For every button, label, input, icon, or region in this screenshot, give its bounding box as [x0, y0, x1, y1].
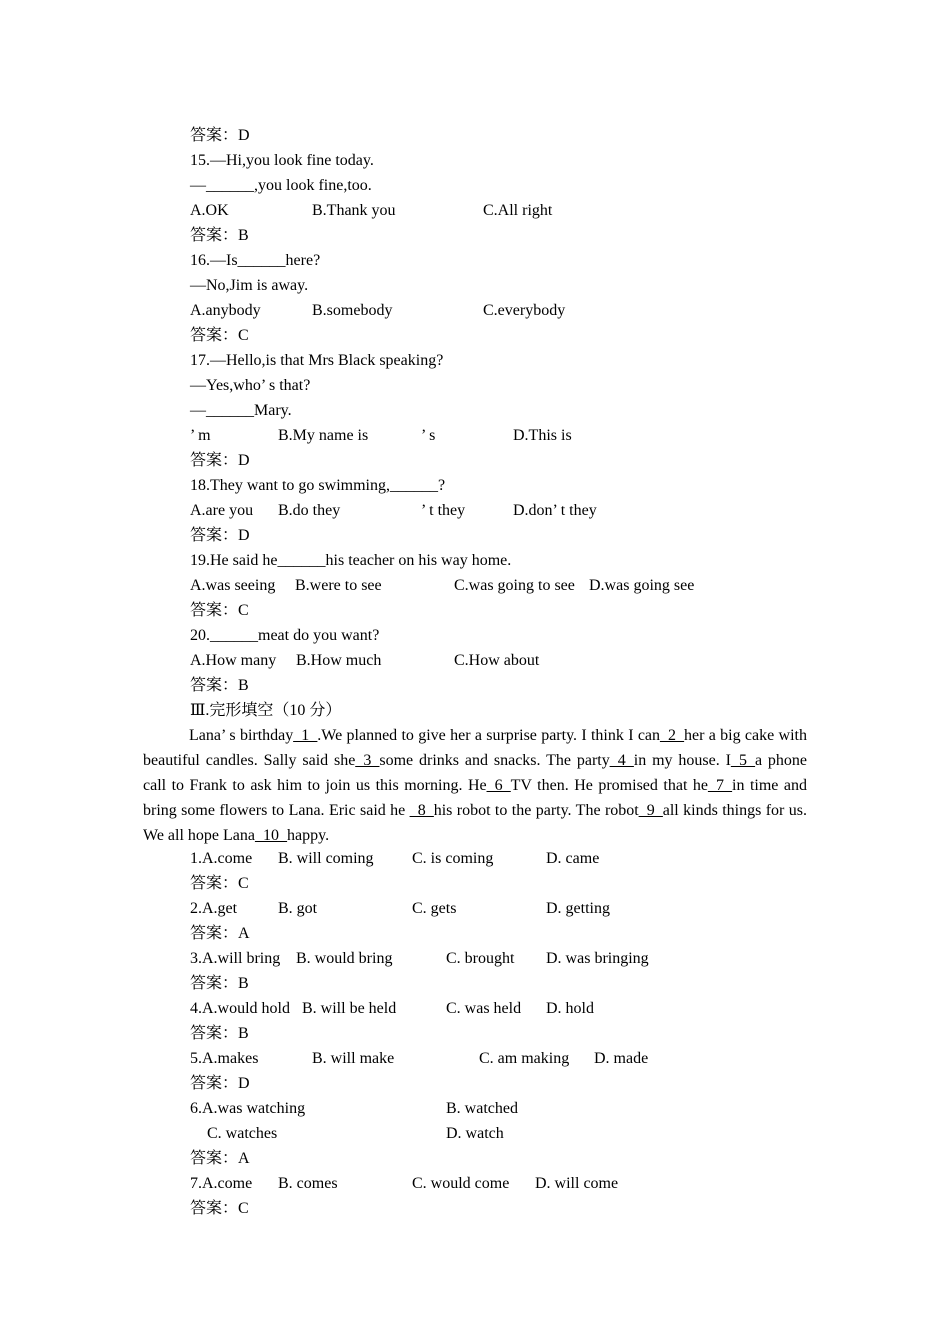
option-b: B. will make — [312, 1050, 395, 1067]
option-b: B. will coming — [278, 850, 374, 867]
option-b: B. will be held — [302, 1000, 397, 1017]
blank-5: _5_ — [730, 752, 755, 769]
option-a: 5.A.makes — [190, 1050, 259, 1067]
option-c: C.everybody — [483, 302, 566, 319]
question-text: 20.______meat do you want? — [190, 627, 380, 644]
option-a: A.was seeing — [190, 577, 276, 594]
answer-text: 答案：B — [190, 1025, 249, 1042]
option-d: D. hold — [546, 1000, 594, 1017]
blank-6: _6_ — [486, 777, 511, 794]
blank-4: _4_ — [609, 752, 634, 769]
option-b: B.do they — [278, 502, 341, 519]
blank-3: _3_ — [355, 752, 380, 769]
option-b: B. got — [278, 900, 318, 917]
option-c: C.How about — [454, 652, 540, 669]
question-text: 15.—Hi,you look fine today. — [190, 152, 374, 169]
option-a: 3.A.will bring — [190, 950, 281, 967]
answer-text: 答案：C — [190, 875, 249, 892]
dialogue-text: —Yes,who’ s that? — [190, 377, 311, 394]
option-c: C.was going to see — [454, 577, 575, 594]
option-a: A.OK — [190, 202, 229, 219]
dialogue-text: —______Mary. — [190, 402, 292, 419]
option-c: C.All right — [483, 202, 553, 219]
option-a: A.are you — [190, 502, 254, 519]
option-b: B.How much — [296, 652, 382, 669]
option-a: 6.A.was watching — [190, 1100, 306, 1117]
question-text: 17.—Hello,is that Mrs Black speaking? — [190, 352, 444, 369]
option-b: B.somebody — [312, 302, 393, 319]
dialogue-text: —______,you look fine,too. — [190, 177, 372, 194]
option-a: 1.A.come — [190, 850, 253, 867]
blank-7: _7_ — [708, 777, 733, 794]
option-c: C. watches — [207, 1125, 278, 1142]
option-c: C. would come — [412, 1175, 510, 1192]
question-text: 16.—Is______here? — [190, 252, 321, 269]
answer-text: 答案：A — [190, 1150, 250, 1167]
blank-8: _8_ — [409, 802, 434, 819]
option-b: B. would bring — [296, 950, 393, 967]
option-a: 4.A.would hold — [190, 1000, 290, 1017]
answer-text: 答案：C — [190, 327, 249, 344]
option-d: D. made — [594, 1050, 649, 1067]
option-c: ’ t they — [421, 502, 466, 519]
option-d: D.don’ t they — [513, 502, 597, 519]
option-b: B.were to see — [295, 577, 382, 594]
option-b: B. watched — [446, 1100, 518, 1117]
option-d: D. watch — [446, 1125, 504, 1142]
option-c: C. am making — [479, 1050, 570, 1067]
question-text: 18.They want to go swimming,______? — [190, 477, 446, 494]
option-d: D. came — [546, 850, 600, 867]
cloze-passage: Lana’ s birthday_1_.We planned to give her a surprise party. I think I can_2_her a big cake with beautiful candles. Sally said she_3_some drinks and snacks. The party_4_in my house. I_5_a phone call to Frank to ask him to join us this morning. He_6_TV then. He promised that he_7_in time and bring some flowers to Lana. Eric said he _8_his robot to the party. The robot_9_all kinds things for us. We all hope Lana_10_happy. — [143, 727, 808, 844]
answer-text: 答案：C — [190, 602, 249, 619]
option-a: 2.A.get — [190, 900, 238, 917]
answer-text: 答案：D — [190, 527, 250, 544]
answer-text: 答案：C — [190, 1200, 249, 1217]
answer-text: 答案：D — [190, 452, 250, 469]
option-c: C. brought — [446, 950, 515, 967]
option-d: D.This is — [513, 427, 572, 444]
answer-text: 答案：D — [190, 127, 250, 144]
option-c: ’ s — [421, 427, 436, 444]
question-text: 19.He said he______his teacher on his way home. — [190, 552, 512, 569]
section-title: Ⅲ.完形填空（10 分） — [190, 702, 342, 719]
blank-9: _9_ — [638, 802, 663, 819]
option-a: 7.A.come — [190, 1175, 253, 1192]
option-c: C. gets — [412, 900, 457, 917]
dialogue-text: —No,Jim is away. — [190, 277, 309, 294]
answer-text: 答案：A — [190, 925, 250, 942]
option-b: B.My name is — [278, 427, 369, 444]
answer-text: 答案：B — [190, 975, 249, 992]
blank-10: _10_ — [255, 827, 287, 844]
option-d: D. was bringing — [546, 950, 649, 967]
answer-text: 答案：B — [190, 227, 249, 244]
option-b: B.Thank you — [312, 202, 396, 219]
option-b: B. comes — [278, 1175, 338, 1192]
option-a: A.How many — [190, 652, 277, 669]
option-c: C. is coming — [412, 850, 494, 867]
option-d: D. getting — [546, 900, 610, 917]
blank-2: _2_ — [660, 727, 685, 744]
blank-1: _1_ — [293, 727, 318, 744]
option-c: C. was held — [446, 1000, 522, 1017]
answer-text: 答案：D — [190, 1075, 250, 1092]
option-d: D.was going see — [589, 577, 695, 594]
answer-text: 答案：B — [190, 677, 249, 694]
option-d: D. will come — [535, 1175, 619, 1192]
option-a: A.anybody — [190, 302, 261, 319]
option-a: ’ m — [190, 427, 211, 444]
